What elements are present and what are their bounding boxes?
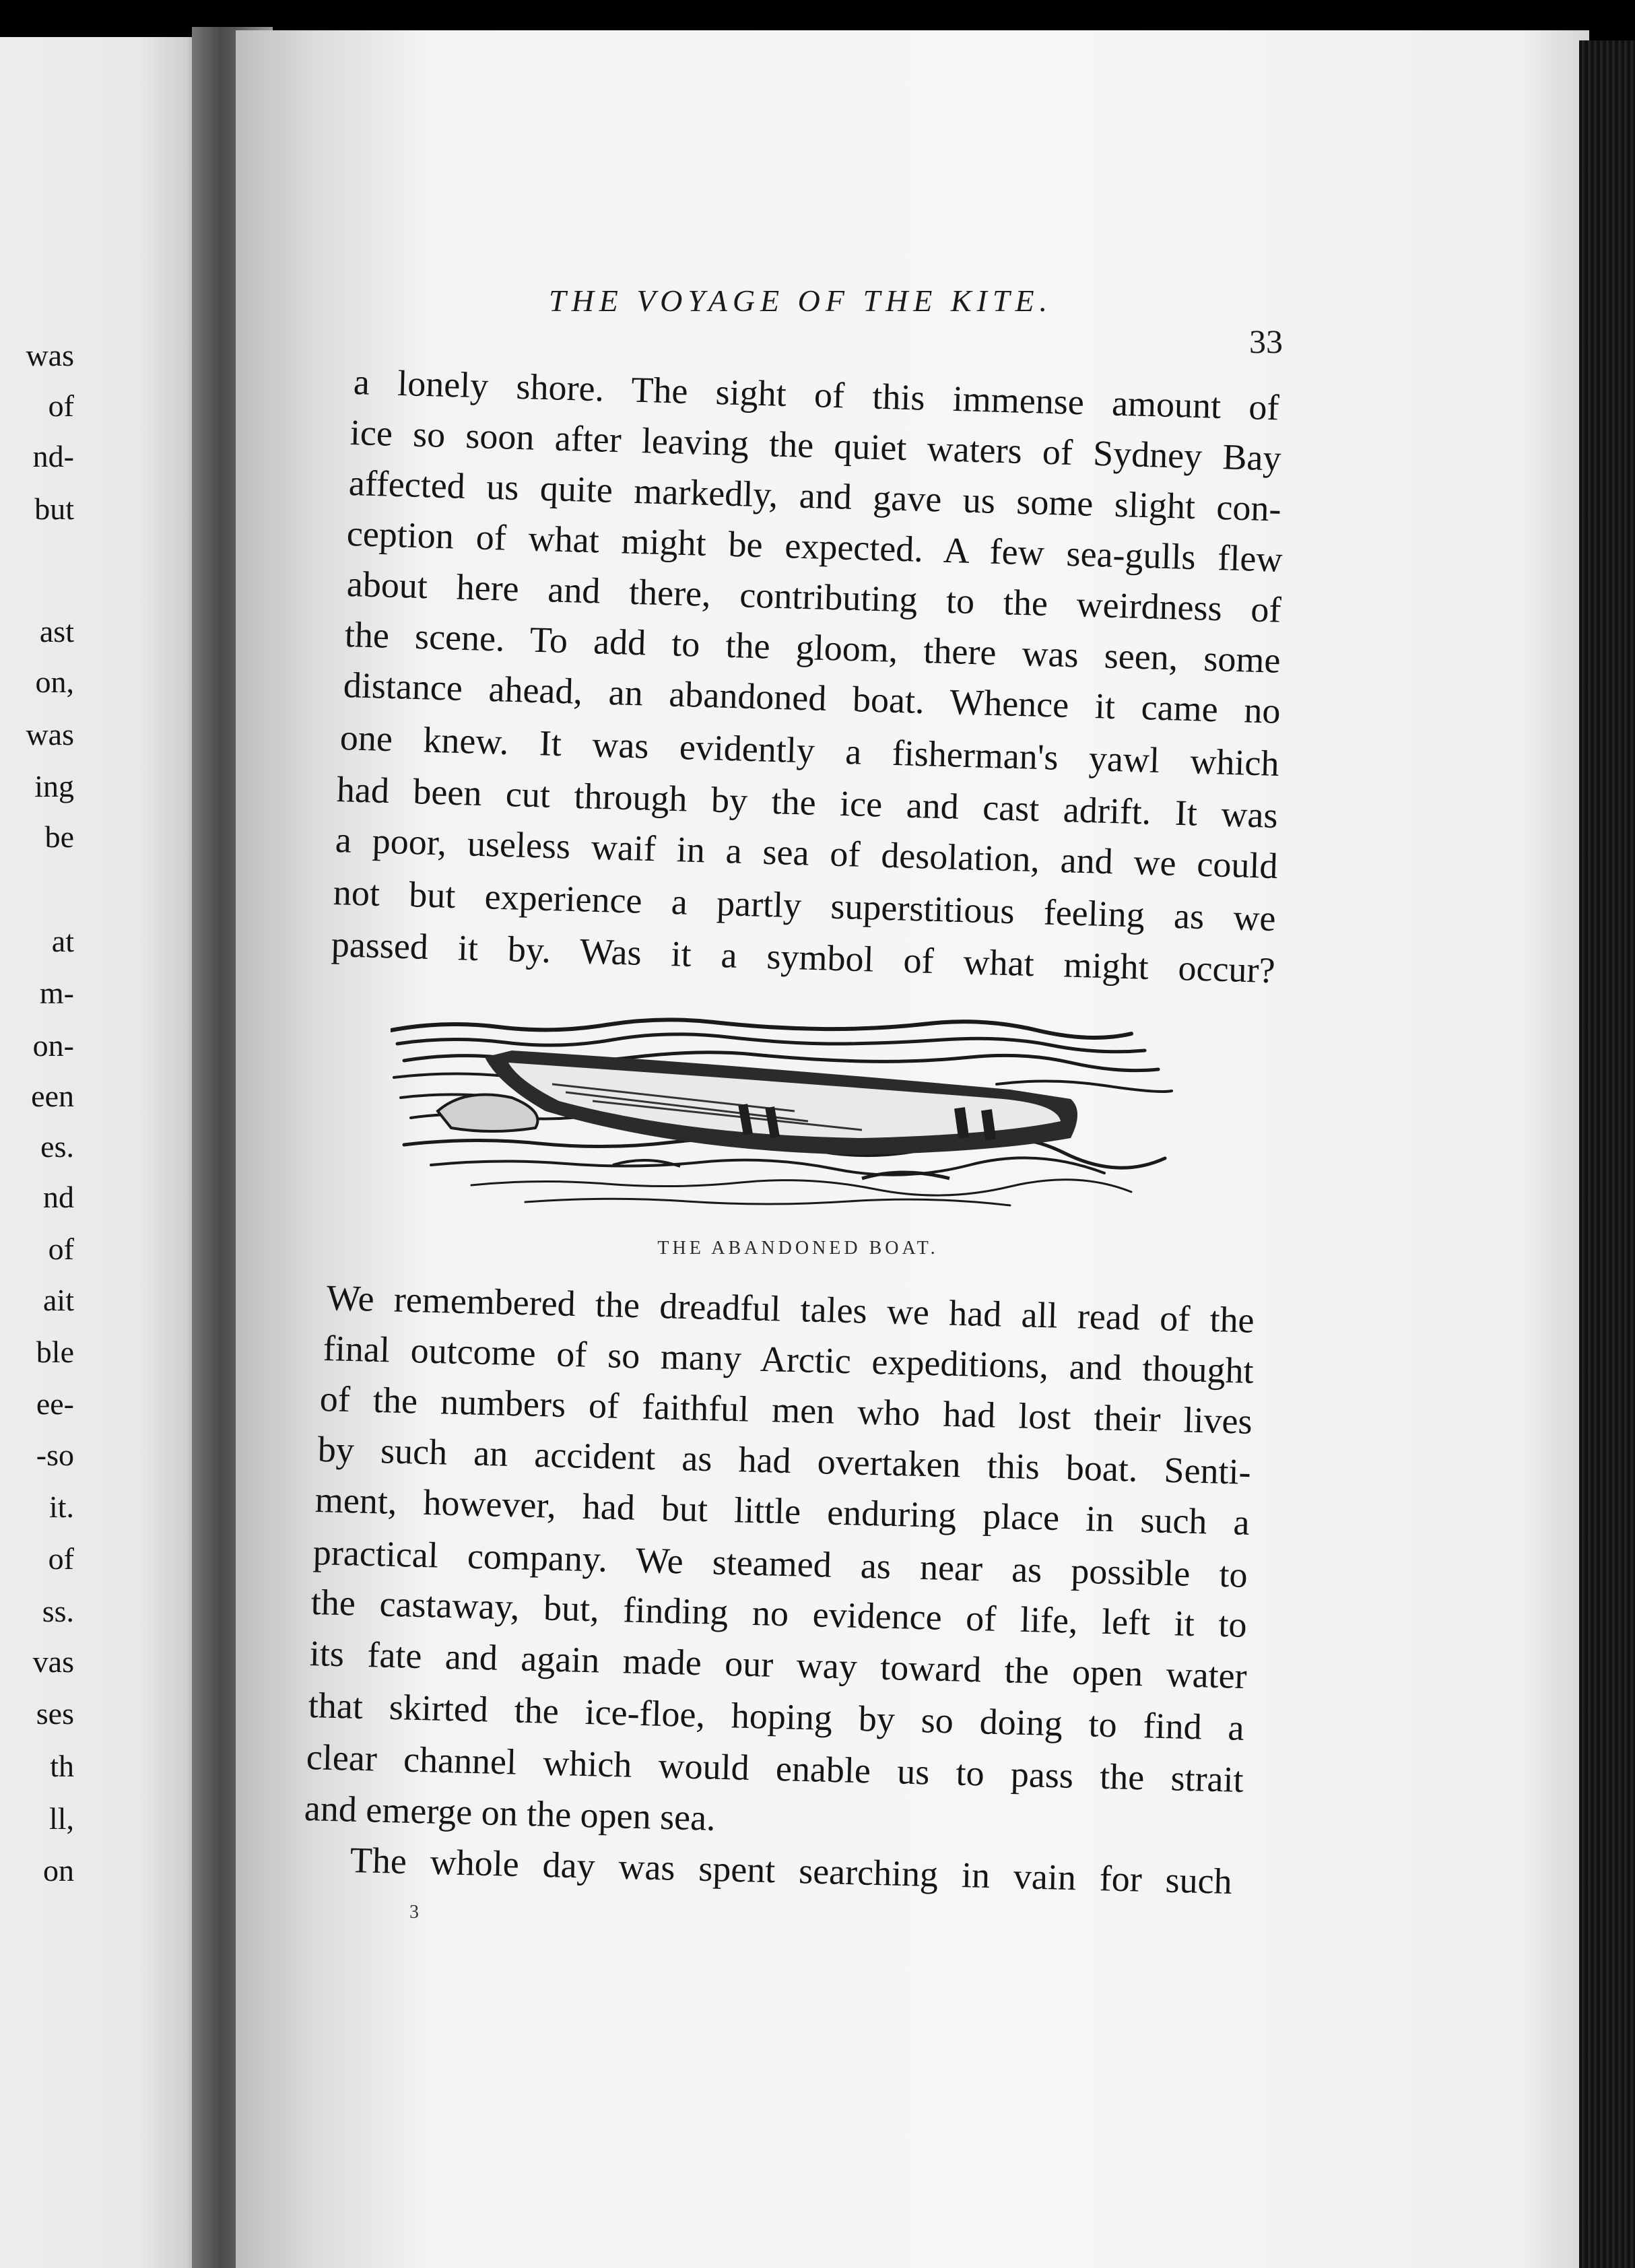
- left-page-fragment: ll,: [48, 1801, 74, 1836]
- abandoned-boat-illustration: [391, 1010, 1185, 1212]
- text-line: the scene. To add to the gloom, there was seen, some: [344, 614, 1281, 681]
- text-line: distance ahead, an abandoned boat. Whence it came no: [343, 665, 1281, 731]
- text-line: passed it by. Was it a symbol of what might occur?: [331, 924, 1276, 991]
- figure-caption: THE ABANDONED BOAT.: [657, 1238, 939, 1259]
- left-page-fragment: was: [26, 717, 74, 752]
- left-page-fragment: th: [50, 1749, 74, 1783]
- left-page-fragment: es.: [40, 1129, 74, 1164]
- text-line: clear channel which would enable us to pass the strait: [306, 1737, 1244, 1801]
- left-page-fragment: ing: [34, 769, 74, 803]
- page-edges: [1579, 40, 1635, 2268]
- left-page-fragment: ble: [36, 1335, 74, 1369]
- left-page-fragment: of: [48, 389, 74, 423]
- left-page-fragment: ee-: [36, 1387, 74, 1421]
- text-line: a lonely shore. The sight of this immense amount of: [353, 362, 1280, 428]
- text-line: ception of what might be expected. A few sea-gulls flew: [346, 513, 1283, 580]
- page-number: 33: [1249, 323, 1283, 360]
- left-page-fragment: on,: [35, 665, 74, 699]
- text-line: practical company. We steamed as near as possible to: [312, 1532, 1248, 1595]
- left-page-fragment: ss.: [42, 1594, 74, 1628]
- text-line: about here and there, contributing to the weirdness of: [346, 564, 1282, 630]
- text-line: ice so soon after leaving the quiet waters of Sydney Bay: [349, 412, 1282, 479]
- left-page-fragment: -so: [36, 1438, 74, 1472]
- left-page-fragment: but: [34, 492, 74, 526]
- text-line: ment, however, had but little enduring place in such a: [314, 1479, 1250, 1543]
- left-page-fragment: of: [48, 1541, 74, 1576]
- text-line: one knew. It was evidently a fisherman's yawl which: [339, 717, 1280, 784]
- text-line: by such an accident as had overtaken this boat. Senti-: [317, 1429, 1252, 1492]
- left-page-fragment: m-: [39, 976, 74, 1010]
- running-head: THE VOYAGE OF THE KITE.: [549, 284, 1053, 318]
- left-page-fragment: vas: [32, 1644, 74, 1679]
- left-page-fragment: on: [43, 1853, 74, 1888]
- text-line: and emerge on the open sea.: [304, 1788, 716, 1838]
- text-line: not but experience a partly superstitious feeling as we: [333, 872, 1277, 939]
- left-page-fragment: of: [48, 1232, 74, 1266]
- signature-mark: 3: [409, 1902, 419, 1923]
- left-page-fragment: nd: [43, 1180, 74, 1214]
- text-line: The whole day was spent searching in vain for such: [349, 1840, 1233, 1902]
- text-line: We remembered the dreadful tales we had all read of the: [326, 1277, 1255, 1341]
- text-line: had been cut through by the ice and cast adrift. It was: [336, 769, 1279, 836]
- left-page-fragment: it.: [48, 1490, 74, 1524]
- left-page-fragment: on-: [32, 1028, 74, 1063]
- left-page-fragment: nd-: [32, 439, 74, 473]
- text-line: affected us quite markedly, and gave us some slight con-: [348, 463, 1282, 529]
- text-line: a poor, useless waif in a sea of desolation, and we could: [335, 820, 1279, 887]
- left-page-fragment: ast: [39, 614, 74, 648]
- text-line: of the numbers of faithful men who had lost their lives: [319, 1378, 1253, 1442]
- text-line: that skirted the ice-floe, hoping by so doing to find a: [308, 1685, 1245, 1748]
- left-page-fragment: at: [51, 924, 74, 958]
- left-page-fragment: ait: [43, 1283, 74, 1317]
- text-line: its fate and again made our way toward the open water: [309, 1633, 1248, 1697]
- text-line: the castaway, but, finding no evidence of life, left it to: [310, 1582, 1248, 1645]
- text-line: final outcome of so many Arctic expeditions, and thought: [323, 1328, 1255, 1391]
- left-page-fragment: be: [44, 820, 74, 854]
- left-page-fragment: ses: [36, 1696, 74, 1731]
- left-page-fragment: een: [31, 1079, 74, 1113]
- left-page-fragment: was: [26, 338, 74, 372]
